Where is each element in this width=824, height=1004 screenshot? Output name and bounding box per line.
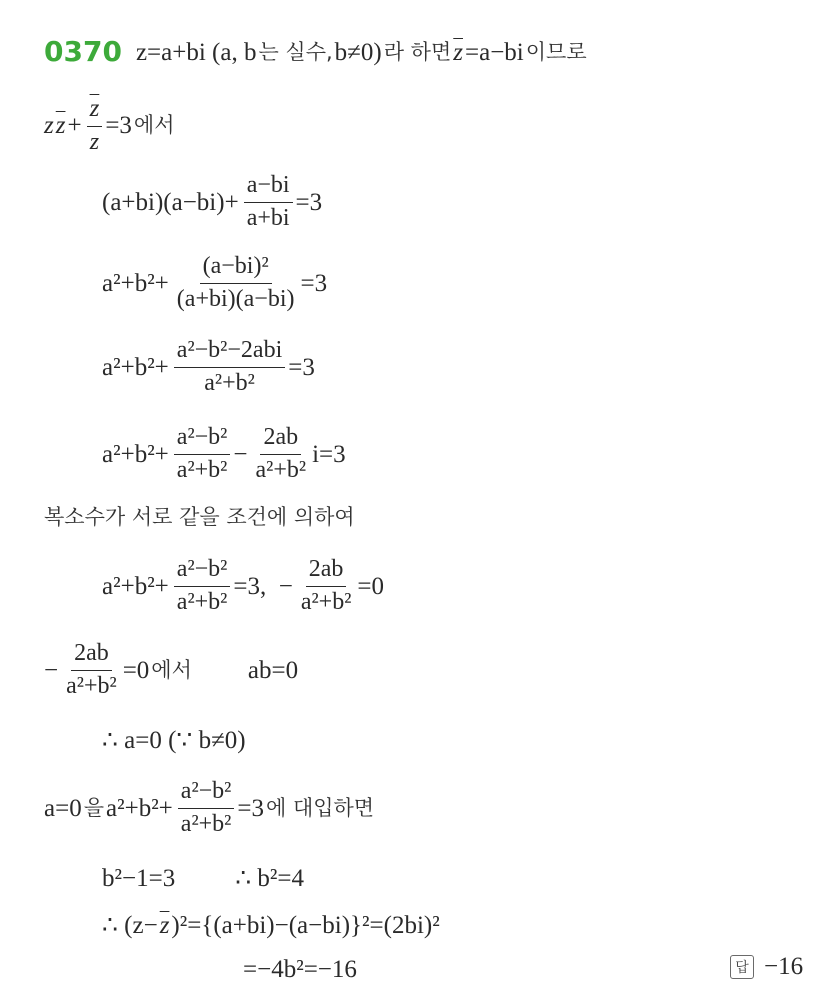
answer [730, 953, 803, 981]
eq1-fraction [244, 172, 293, 232]
intro-math-1: z=a+bi (a, b [135, 38, 257, 66]
eq8-ko-2: 에 대입하면 [265, 795, 375, 820]
sum-fraction [87, 95, 103, 156]
intro-math-2: b≠0) [334, 38, 382, 66]
eq2-num: (a−bi)² [200, 253, 272, 284]
eq4-fraction-1 [174, 424, 231, 484]
equation-2 [102, 253, 329, 313]
eq3-pre: a²+b²+ [102, 353, 169, 381]
eq6-fraction [63, 640, 120, 700]
eq5-fraction-1 [174, 556, 231, 616]
intro-text-1: 는 실수, [258, 39, 333, 64]
equation-10 [102, 913, 442, 938]
intro-text-3: 이므로 [525, 39, 587, 64]
eq8-pre: a=0 [44, 794, 82, 822]
eq5-post: =0 [357, 572, 385, 600]
eq6-den: a²+b² [66, 672, 117, 699]
eq3-den: a²+b² [204, 369, 255, 396]
sum-frac-num: $\overline{z}$ [89, 95, 100, 122]
eq5-num-2: 2ab [306, 556, 347, 587]
sum-ko: 에서 [133, 113, 175, 138]
eq10-pre: ∴ (z− [102, 912, 158, 939]
eq8-expr: a²+b²+ [106, 794, 173, 822]
eq4-den-2: a²+b² [255, 456, 307, 483]
eq3-num: a²−b²−2abi [174, 337, 285, 368]
eq3-post: =3 [288, 353, 315, 381]
eq4-num-2: 2ab [260, 424, 301, 455]
equation-11 [243, 957, 359, 982]
condition-ko: 복소수가 서로 같을 조건에 의하여 [44, 505, 355, 529]
eq8-num: a²−b² [178, 778, 235, 809]
eq1-num: a−bi [244, 172, 293, 203]
eq5-num-1: a²−b² [174, 556, 231, 587]
answer-icon: 답 [730, 955, 754, 979]
equation-5 [102, 556, 386, 616]
eq5-fraction-2 [298, 556, 355, 616]
sum-plus: + [67, 112, 82, 140]
eq8-ko-1: 을 [83, 795, 104, 820]
eq6-ko: 에서 [151, 657, 192, 682]
eq2-fraction [174, 253, 298, 313]
eq6-num: 2ab [71, 640, 112, 671]
eq8-den: a²+b² [180, 810, 232, 837]
eq1-den: a+bi [246, 204, 290, 231]
eq5-den-1: a²+b² [176, 588, 228, 615]
eq5-mid: =3, − [233, 572, 293, 600]
equation-1 [102, 172, 324, 232]
problem-number: 0370 [44, 35, 122, 68]
eq8-fraction [178, 778, 235, 838]
intro-math-3: =a−bi [465, 38, 524, 66]
eq4-mid: − [233, 440, 248, 468]
eq6-result: ab=0 [247, 656, 299, 684]
answer-value: −16 [764, 953, 804, 980]
eq2-post: =3 [300, 269, 328, 297]
eq2-den: (a+bi)(a−bi) [176, 285, 295, 312]
equation-9 [102, 866, 306, 891]
eq7-text: ∴ a=0 (∵ b≠0) [102, 727, 246, 754]
condition-text [44, 507, 357, 528]
intro-line [44, 35, 589, 68]
equation-4 [102, 424, 348, 484]
eq8-post: =3 [237, 794, 264, 822]
eq1-post: =3 [295, 188, 323, 216]
eq1-pre: (a+bi)(a−bi)+ [102, 188, 239, 216]
eq2-pre: a²+b²+ [102, 269, 169, 297]
eq10-post: )²={(a+bi)−(a−bi)}²=(2bi)² [171, 912, 440, 939]
sum-line [44, 95, 177, 156]
equation-3 [102, 337, 317, 397]
equation-6 [44, 640, 300, 700]
sum-conj: $\overline{z}$ [55, 112, 66, 140]
eq4-den-1: a²+b² [176, 456, 228, 483]
eq4-fraction-2 [252, 424, 309, 484]
sum-post: =3 [105, 112, 132, 140]
equation-8 [44, 778, 376, 838]
eq4-pre: a²+b²+ [102, 440, 169, 468]
eq5-den-2: a²+b² [300, 588, 352, 615]
conjugate-z: $\overline{z}$ [453, 38, 463, 66]
eq11-text: =−4b²=−16 [243, 956, 357, 983]
eq6-post: =0 [122, 656, 150, 684]
eq6-pre: − [44, 656, 59, 684]
eq4-num-1: a²−b² [174, 424, 231, 455]
eq9-left: b²−1=3 [102, 865, 176, 892]
eq9-right: ∴ b²=4 [235, 865, 304, 892]
eq10-conj: $\overline{z}$ [159, 912, 170, 939]
equation-7 [102, 728, 248, 753]
eq5-pre: a²+b²+ [102, 572, 169, 600]
intro-text-2: 라 하면 [383, 39, 452, 64]
sum-pre: z [44, 112, 54, 140]
eq3-fraction [174, 337, 285, 397]
sum-frac-den: z [89, 128, 100, 155]
eq4-post: i=3 [312, 440, 346, 468]
